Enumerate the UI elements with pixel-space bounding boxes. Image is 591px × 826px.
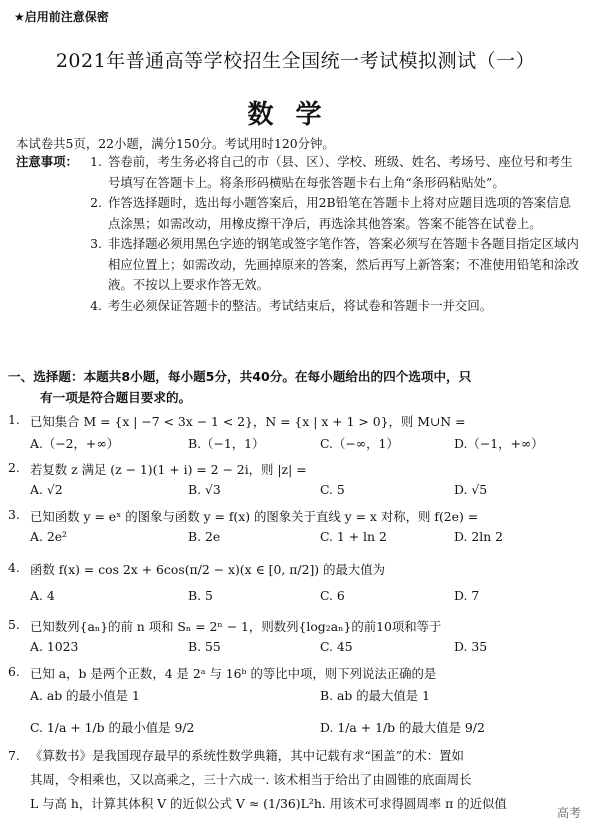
note-text: 考生必须保证答题卡的整洁。考试结束后，将试卷和答题卡一并交回。: [108, 297, 493, 313]
question-stem: 已知函数 y = eˣ 的图象与函数 y = f(x) 的图象关于直线 y = x 对称，则 f(2e) =: [30, 509, 479, 524]
section-line: 一、选择题：本题共8小题，每小题5分，共40分。在每小题给出的四个选项中，只: [8, 369, 472, 384]
option-c: C. 5: [320, 482, 345, 497]
question-number: 2.: [8, 460, 20, 475]
question-stem: 已知 a，b 是两个正数，4 是 2ᵃ 与 16ᵇ 的等比中项，则下列说法正确的是: [30, 666, 437, 681]
option-b: B. 5: [188, 588, 213, 603]
option-a: A. 2e²: [30, 529, 68, 544]
note-item: [16, 193, 582, 234]
question-2: [8, 460, 583, 502]
note-number: 2.: [90, 195, 102, 210]
option-b: B. 55: [188, 639, 221, 654]
option-a: A. 1023: [30, 639, 79, 654]
exam-title: 2021年普通高等学校招生全国统一考试模拟测试（一）: [55, 50, 536, 72]
note-text: 非选择题必须用黑色字迹的钢笔或签字笔作答，答案必须写在答题卡各题目指定区域内相应位置上；如需改动，先画掉原来的答案，然后再写上新答案；不准使用铅笔和涂改液。不按以上要求作答无效。: [108, 236, 579, 292]
note-number: 1.: [90, 154, 102, 169]
note-number: 4.: [90, 297, 102, 313]
question-number: 4.: [8, 560, 20, 575]
question-6: [8, 664, 583, 738]
option-d: D. 1/a + 1/b 的最大值是 9/2: [320, 720, 485, 735]
question-3: [8, 507, 583, 549]
question-stem: 已知集合 M = {x | −7 < 3x − 1 < 2}，N = {x | x + 1 > 0}，则 M∪N =: [30, 414, 466, 429]
question-number: 1.: [8, 412, 20, 427]
question-number: 7.: [8, 748, 20, 763]
option-d: D. 35: [454, 639, 488, 654]
option-c: C. 1 + ln 2: [320, 529, 387, 544]
question-stem-line: L 与高 h，计算其体积 V 的近似公式 V ≈ (1/36)L²h. 用该术可求得圆周率 π 的近似值: [30, 796, 507, 811]
option-b: B.（−1，1）: [188, 436, 265, 451]
option-b: B. ab 的最大值是 1: [320, 688, 431, 703]
question-number: 6.: [8, 664, 20, 679]
question-5: [8, 617, 583, 659]
option-a: A. √2: [30, 482, 63, 497]
question-stem-line: 《算数书》是我国现存最早的系统性数学典籍，其中记载有求“囷盖”的术：置如: [30, 748, 464, 763]
watermark: 高考: [553, 803, 585, 822]
option-b: B. √3: [188, 482, 221, 497]
option-c: C. 45: [320, 639, 353, 654]
option-c: C. 1/a + 1/b 的最小值是 9/2: [30, 720, 195, 735]
section-line: 有一项是符合题目要求的。: [40, 390, 192, 405]
option-c: C. 6: [320, 588, 345, 603]
section-heading: [8, 366, 580, 408]
question-number: 5.: [8, 617, 20, 632]
question-stem: 已知数列{aₙ}的前 n 项和 Sₙ = 2ⁿ − 1，则数列{log₂aₙ}的前10项和等于: [30, 619, 442, 634]
option-a: A. 4: [30, 588, 55, 603]
question-stem: 若复数 z 满足 (z − 1)(1 + i) = 2 − 2i，则 |z| =: [30, 462, 307, 477]
note-text: 答卷前，考生务必将自己的市（县、区）、学校、班级、姓名、考场号、座位号和考生号填写在答题卡上。将条形码横贴在每张答题卡右上角“条形码粘贴处”。: [108, 154, 573, 190]
question-4: [8, 560, 583, 608]
note-number: 3.: [90, 236, 102, 251]
option-a: A.（−2，+∞）: [30, 436, 120, 451]
question-7: [8, 744, 583, 816]
option-d: D. √5: [454, 482, 488, 497]
note-item: [16, 152, 582, 193]
exam-intro: 本试卷共5页，22小题，满分150分。考试用时120分钟。: [16, 136, 335, 151]
question-stem: 函数 f(x) = cos 2x + 6cos(π/2 − x)(x ∈ [0, π/2]) 的最大值为: [30, 562, 386, 577]
notes-label: 注意事项：: [16, 154, 78, 169]
note-text: 作答选择题时，选出每小题答案后，用2B铅笔在答题卡上将对应题目选项的答案信息点涂黑；如需改动，用橡皮擦干净后，再选涂其他答案。答案不能答在试卷上。: [108, 195, 572, 231]
confidential-label: ★启用前注意保密: [14, 10, 109, 24]
question-number: 3.: [8, 507, 20, 522]
option-d: D. 7: [454, 588, 480, 603]
note-item: [16, 296, 582, 317]
question-1: [8, 412, 583, 454]
note-item: [16, 234, 582, 296]
option-d: D.（−1，+∞）: [454, 436, 544, 451]
subject-title: 数学: [247, 100, 344, 130]
option-d: D. 2ln 2: [454, 529, 504, 544]
option-c: C.（−∞，1）: [320, 436, 399, 451]
option-a: A. ab 的最小值是 1: [30, 688, 140, 703]
notes-block: [16, 152, 582, 316]
question-stem-line: 其周，令相乘也，又以高乘之，三十六成一. 该术相当于给出了由圆锥的底面周长: [30, 772, 472, 787]
option-b: B. 2e: [188, 529, 221, 544]
